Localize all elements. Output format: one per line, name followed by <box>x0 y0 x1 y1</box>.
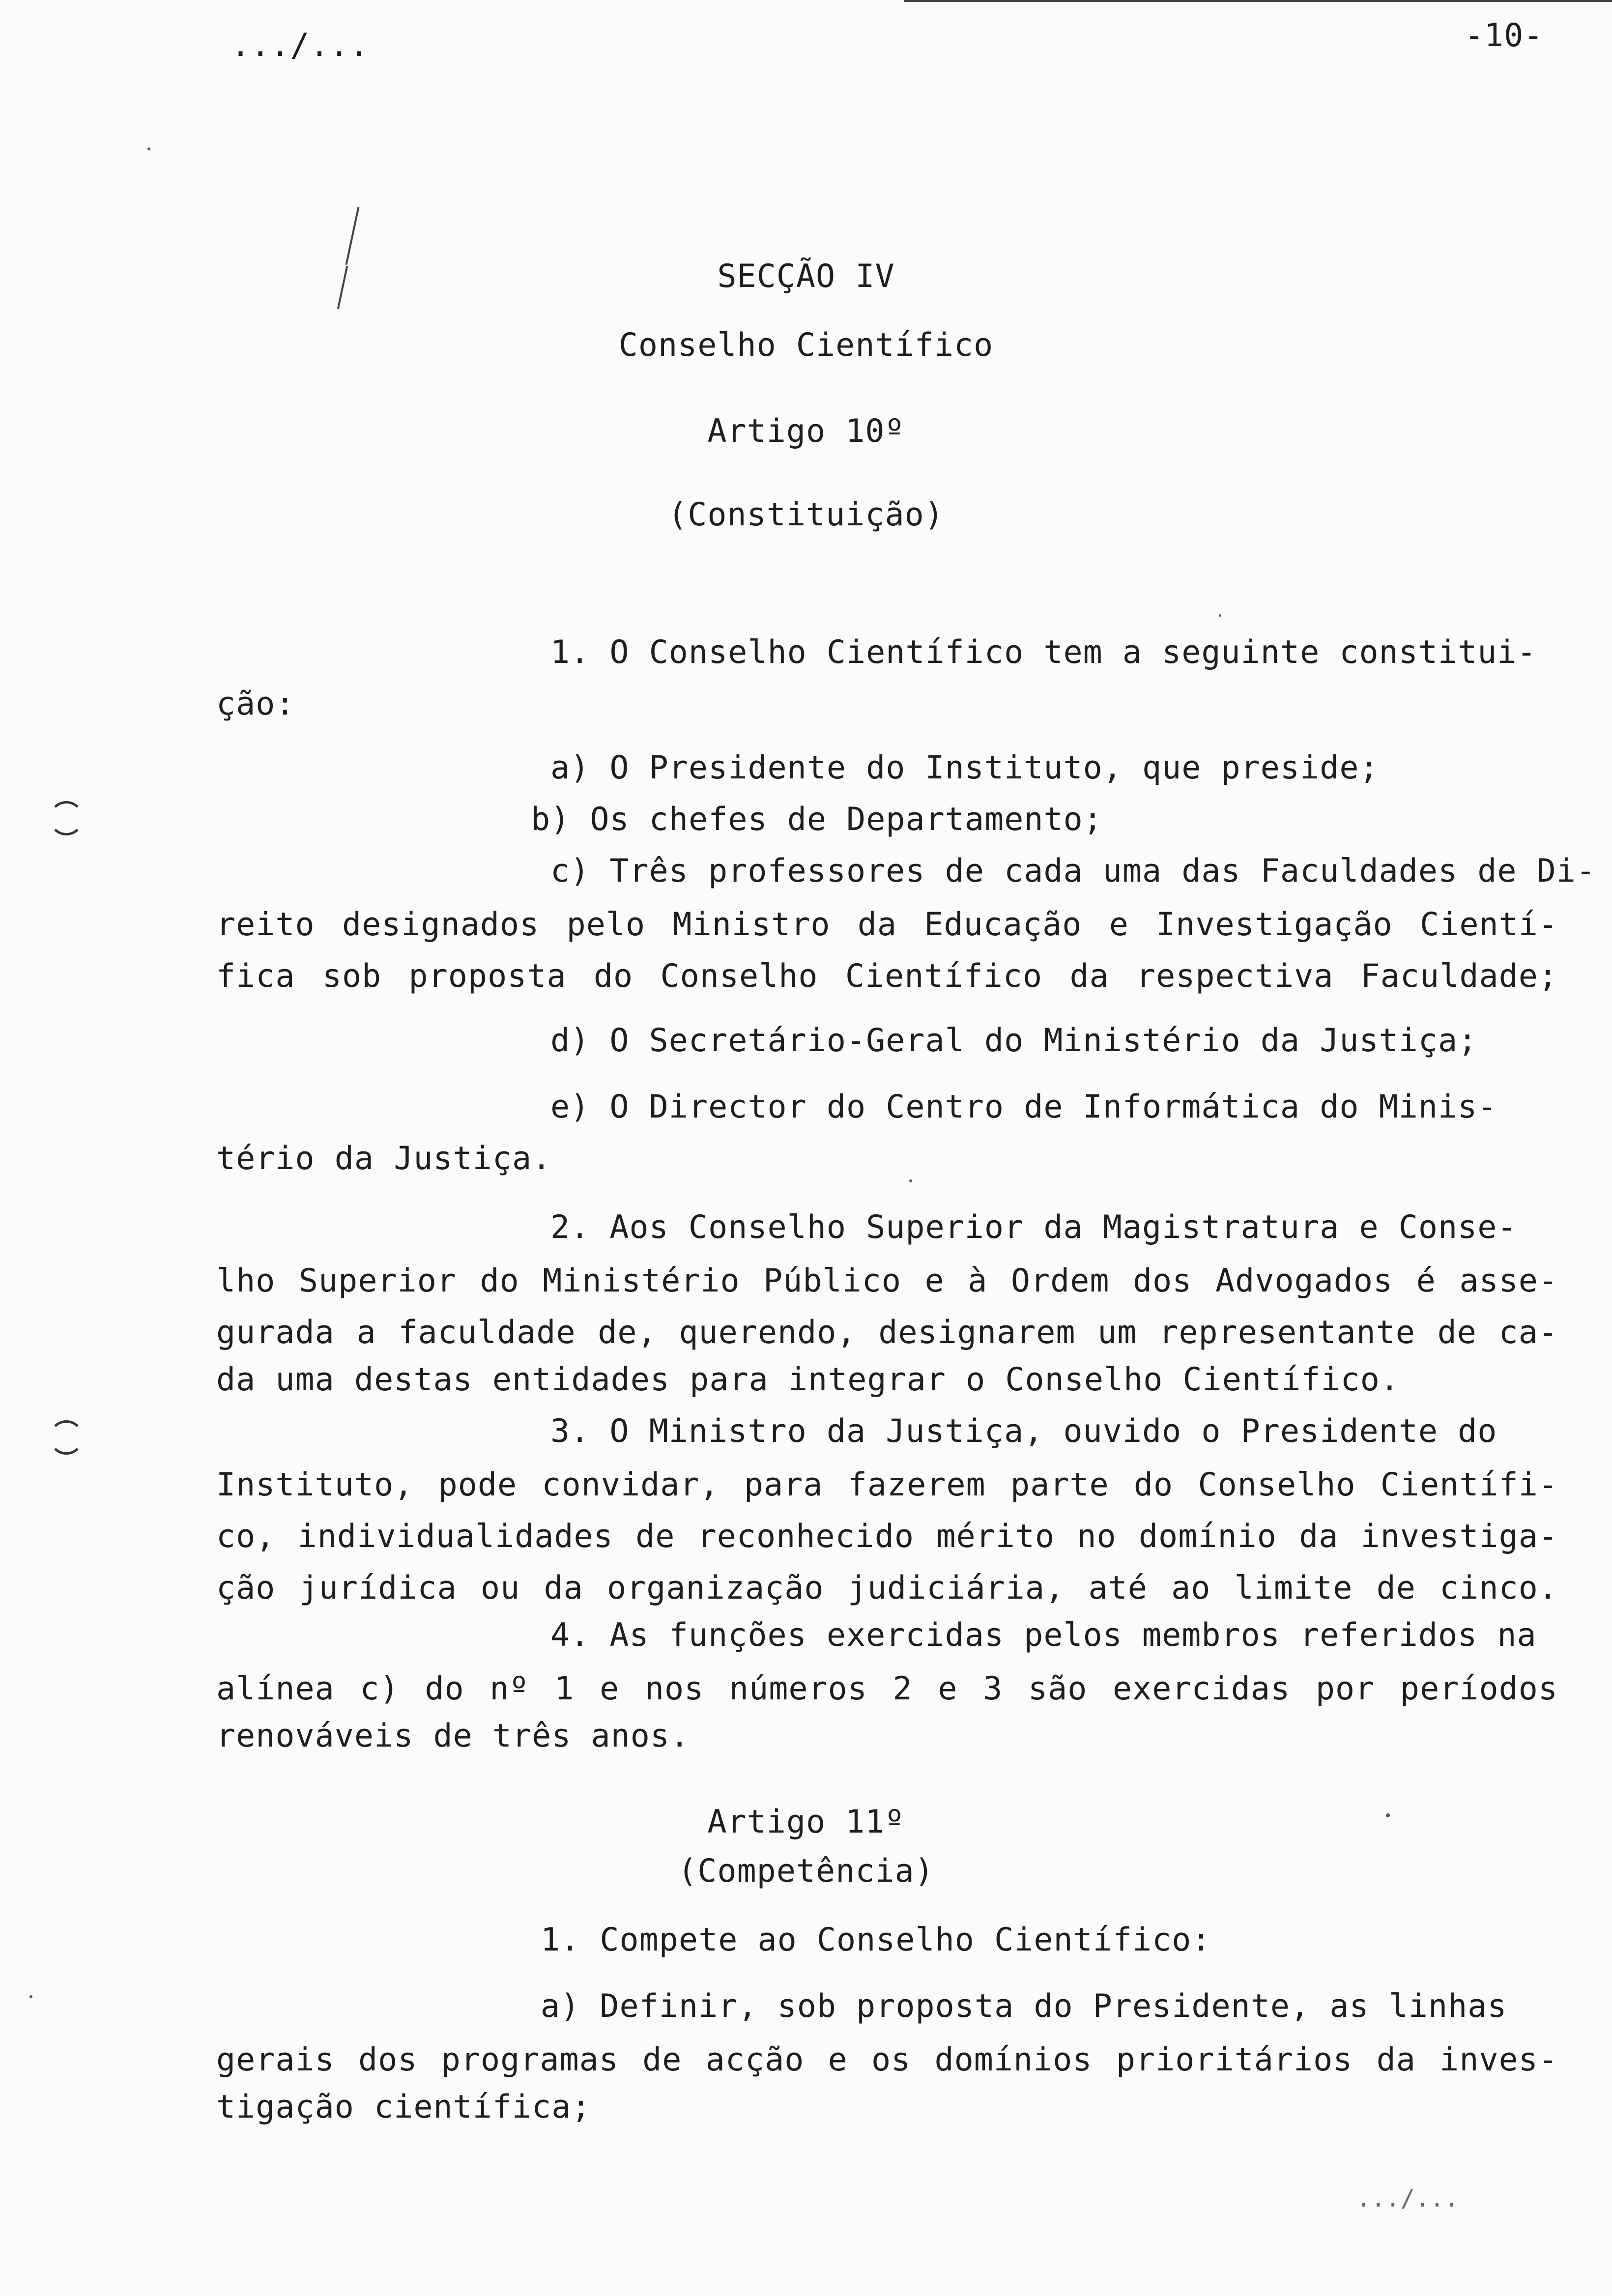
art10-item-c-line2: reito designados pelo Ministro da Educação e Investigação Cientí- <box>216 906 1558 943</box>
art10-item-e-line1: e) O Director do Centro de Informática do Minis- <box>550 1089 1497 1125</box>
art10-p4-line1: 4. As funções exercidas pelos membros referidos na <box>550 1617 1537 1654</box>
art10-p2-line4: da uma destas entidades para integrar o Conselho Científico. <box>216 1361 1400 1398</box>
art10-p2-line3: gurada a faculdade de, querendo, designarem um representante de ca- <box>216 1314 1558 1351</box>
art10-p1-line1: 1. O Conselho Científico tem a seguinte constitui- <box>550 634 1537 671</box>
punch-hole <box>49 1420 84 1455</box>
art10-p4-line3: renováveis de três anos. <box>216 1718 690 1754</box>
article-11-heading: Artigo 11º <box>707 1804 905 1840</box>
scan-speck <box>1386 1813 1390 1817</box>
top-border-line <box>904 0 1612 2</box>
article-10-subject: (Constituição) <box>668 496 944 533</box>
art10-p3-line3: co, individualidades de reconhecido mérito no domínio da investiga- <box>216 1518 1558 1555</box>
art10-p3-line4: ção jurídica ou da organização judiciária, até ao limite de cinco. <box>216 1570 1558 1607</box>
art10-item-c-line1: c) Três professores de cada uma das Faculdades de Di- <box>550 853 1596 890</box>
art10-item-b: b) Os chefes de Departamento; <box>531 801 1103 838</box>
continuation-mark-bottom: .../... <box>1356 2185 1460 2212</box>
art11-item-a-line3: tigação científica; <box>216 2089 591 2125</box>
section-heading: SECÇÃO IV <box>717 258 895 295</box>
art10-p4-line2: alínea c) do nº 1 e nos números 2 e 3 são exercidas por períodos <box>216 1670 1558 1707</box>
art10-item-c-line3: fica sob proposta do Conselho Científico da respectiva Faculdade; <box>216 958 1558 995</box>
art10-p2-line2: lho Superior do Ministério Público e à Ordem dos Advogados é asse- <box>216 1263 1558 1299</box>
art11-item-a-line1: a) Definir, sob proposta do Presidente, as linhas <box>541 1988 1507 2025</box>
art10-p1-line2: ção: <box>216 686 295 722</box>
art10-p3-line2: Instituto, pode convidar, para fazerem parte do Conselho Científi- <box>216 1466 1558 1503</box>
scan-speck <box>909 1179 912 1182</box>
scan-speck <box>147 147 150 150</box>
art10-item-a: a) O Presidente do Instituto, que preside; <box>550 749 1379 786</box>
scan-speck <box>1219 614 1221 617</box>
art11-item-a-line2: gerais dos programas de acção e os domínios prioritários da inves- <box>216 2041 1558 2078</box>
pen-stroke <box>345 207 360 265</box>
punch-hole <box>49 801 84 835</box>
page-number: -10- <box>1465 17 1544 54</box>
article-10-heading: Artigo 10º <box>707 413 905 450</box>
art10-p3-line1: 3. O Ministro da Justiça, ouvido o Presidente do <box>550 1413 1497 1450</box>
art10-item-e-line2: tério da Justiça. <box>216 1140 552 1177</box>
article-11-subject: (Competência) <box>678 1853 934 1890</box>
art11-p1: 1. Compete ao Conselho Científico: <box>541 1922 1211 1958</box>
section-title: Conselho Científico <box>618 327 994 364</box>
scan-speck <box>29 1995 32 1998</box>
art10-item-d: d) O Secretário-Geral do Ministério da Justiça; <box>550 1022 1478 1059</box>
continuation-mark-top: .../... <box>231 27 369 64</box>
art10-p2-line1: 2. Aos Conselho Superior da Magistratura e Conse- <box>550 1209 1517 1246</box>
